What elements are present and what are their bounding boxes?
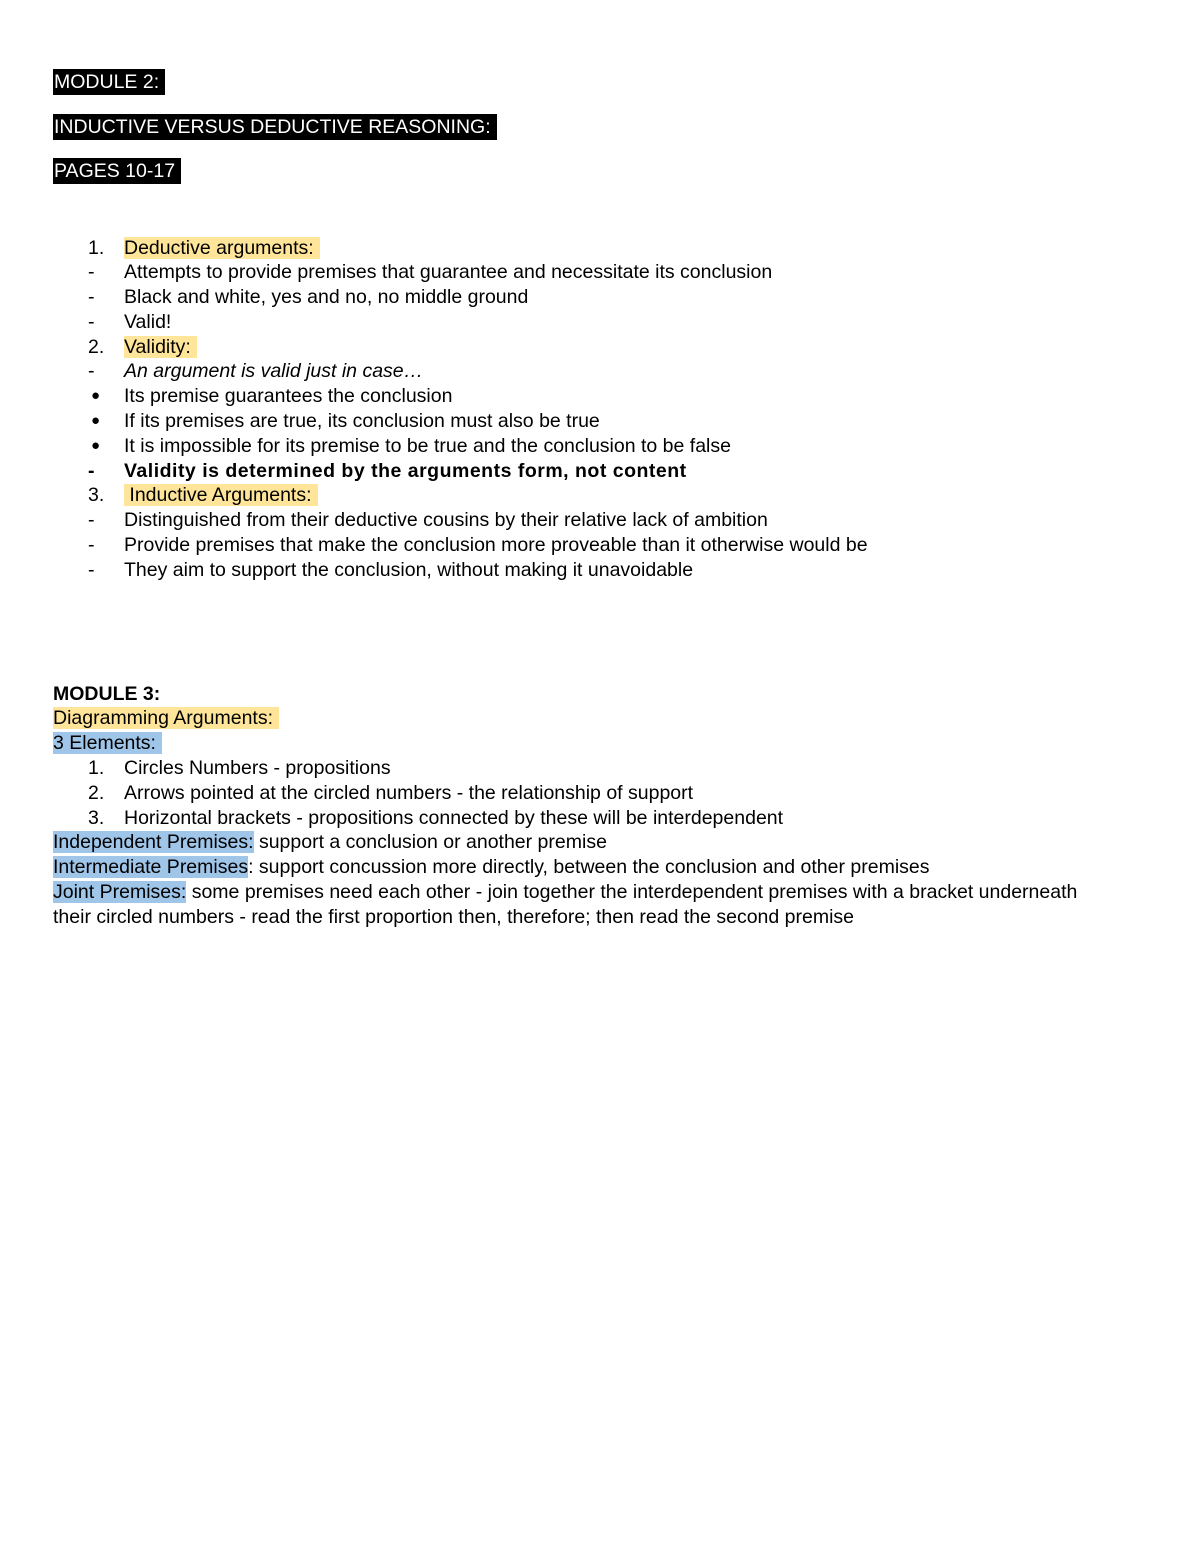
list-item [53, 310, 1153, 335]
list-item [53, 409, 1153, 434]
definition-joint [53, 880, 1083, 930]
term-independent: Independent Premises: [53, 831, 254, 854]
definition-independent [53, 830, 1153, 855]
module3-header [53, 682, 1153, 707]
list-number: 2. [88, 781, 105, 804]
list-text: If its premises are true, its conclusion must also be true [124, 410, 600, 433]
dash-marker: - [88, 509, 95, 532]
dash-marker: - [88, 310, 95, 333]
bullet-marker: ● [91, 387, 101, 405]
list-item [53, 236, 1153, 261]
list-text: Horizontal brackets - propositions connected by these will be interdependent [124, 806, 784, 829]
list-item [53, 756, 1153, 781]
module2-pages-header [53, 159, 1153, 204]
list-number: 2. [88, 335, 105, 358]
bullet-marker: ● [91, 412, 101, 430]
document-page [53, 70, 1153, 930]
elements-label: 3 Elements: [53, 732, 162, 754]
list-text: Its premise guarantees the conclusion [124, 385, 453, 408]
list-item [53, 359, 1153, 384]
dash-marker: - [88, 459, 95, 482]
elements-label-row [53, 731, 1153, 756]
module2-header [53, 70, 1153, 115]
definition-text: support a conclusion or another premise [253, 831, 607, 854]
list-item [53, 558, 1153, 583]
module3-subtitle: Diagramming Arguments: [53, 707, 279, 729]
list-item [53, 335, 1153, 360]
list-number: 3. [88, 806, 105, 829]
dash-marker: - [88, 286, 95, 309]
list-item [53, 384, 1153, 409]
list-text: It is impossible for its premise to be true and the conclusion to be false [124, 434, 731, 457]
list-item [53, 260, 1153, 285]
list-item [53, 434, 1153, 459]
dash-marker: - [88, 534, 95, 557]
module2-title: MODULE 2: [53, 69, 165, 95]
module3-subtitle-row [53, 706, 1153, 731]
section-heading-inductive: Inductive Arguments: [124, 484, 318, 506]
module3-title: MODULE 3: [53, 682, 161, 705]
definition-text: some premises need each other - join together the interdependent premises with a bracket underneath their circled numbers - read the first proportion then, therefore; then read the second premise [53, 881, 1078, 928]
list-text: Circles Numbers - propositions [124, 757, 391, 780]
module2-pages: PAGES 10-17 [53, 158, 181, 184]
list-text: Attempts to provide premises that guarantee and necessitate its conclusion [124, 261, 773, 284]
list-item [53, 483, 1153, 508]
term-joint: Joint Premises: [53, 881, 187, 904]
list-item [53, 533, 1153, 558]
dash-marker: - [88, 261, 95, 284]
list-text: Valid! [124, 310, 172, 333]
list-item [53, 285, 1153, 310]
module2-topic-header [53, 115, 1153, 160]
bullet-marker: ● [91, 436, 101, 454]
list-text: An argument is valid just in case… [124, 360, 424, 383]
list-text: They aim to support the conclusion, without making it unavoidable [124, 558, 694, 581]
list-item [53, 459, 1153, 484]
list-item [53, 508, 1153, 533]
definition-intermediate [53, 855, 1153, 880]
list-text: Arrows pointed at the circled numbers - the relationship of support [124, 781, 694, 804]
dash-marker: - [88, 558, 95, 581]
list-number: 3. [88, 484, 105, 507]
list-number: 1. [88, 236, 105, 259]
list-text: Validity is determined by the arguments form, not content [124, 459, 687, 482]
list-item [53, 806, 1153, 831]
dash-marker: - [88, 360, 95, 383]
section-heading-validity: Validity: [124, 336, 197, 358]
module2-topic: INDUCTIVE VERSUS DEDUCTIVE REASONING: [53, 114, 497, 140]
list-item [53, 781, 1153, 806]
section-heading-deductive: Deductive arguments: [124, 237, 320, 259]
list-text: Distinguished from their deductive cousins by their relative lack of ambition [124, 509, 768, 532]
list-number: 1. [88, 757, 105, 780]
list-text: Provide premises that make the conclusion more proveable than it otherwise would be [124, 534, 868, 557]
term-intermediate: Intermediate Premises [53, 856, 249, 879]
list-text: Black and white, yes and no, no middle ground [124, 286, 529, 309]
definition-text: : support concussion more directly, between the conclusion and other premises [248, 856, 930, 879]
